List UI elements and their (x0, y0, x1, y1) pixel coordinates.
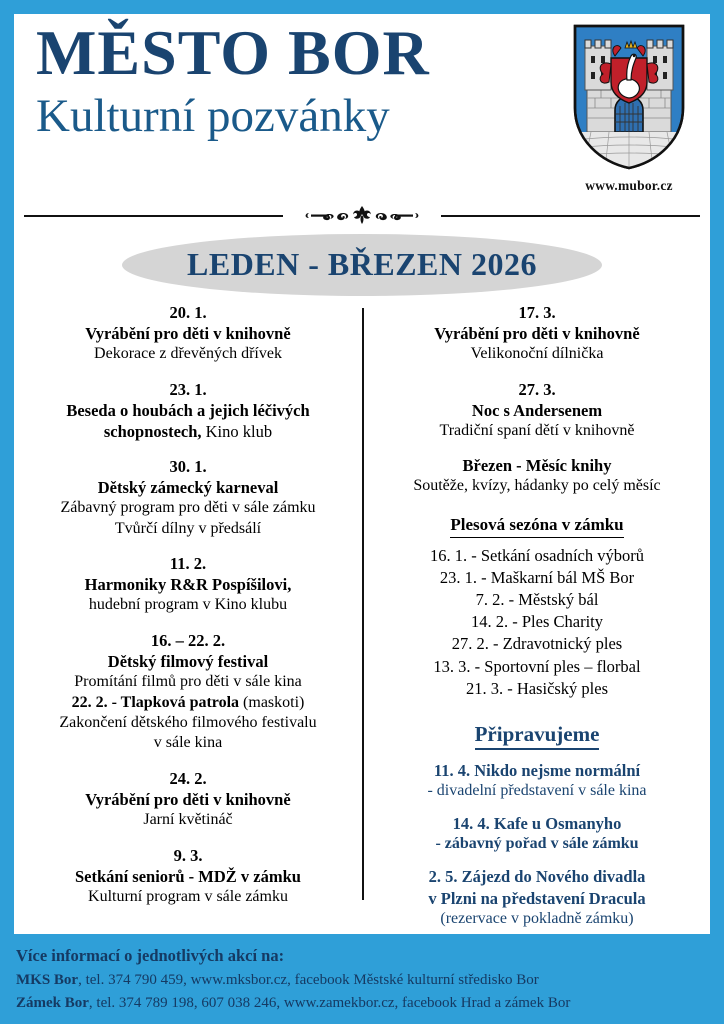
upcoming-item[interactable] (368, 866, 706, 930)
events-columns (14, 302, 710, 928)
website-label: www.mubor.cz (585, 178, 673, 193)
event-subevent (18, 693, 358, 713)
event-name: Dětský filmový festival (107, 651, 269, 671)
event-desc: Dekorace z dřevěných dřívek (94, 345, 282, 363)
event-desc: Promítání filmů pro děti v sále kina (74, 673, 302, 691)
event-desc: Kulturní program v sále zámku (88, 887, 288, 905)
event-name-bold: schopnostech, (103, 421, 202, 441)
page-subtitle: Kulturní pozvánky (36, 90, 390, 143)
list-item[interactable]: 16. 1. - Setkání osadních výborů (429, 545, 644, 565)
season-title: LEDEN - BŘEZEN 2026 (187, 246, 537, 282)
upcoming-subtitle: - zábavný pořad v sále zámku (435, 835, 639, 853)
footer-contact-details: , tel. 374 789 198, 607 038 246, www.zamekbor.cz, facebook Hrad a zámek Bor (88, 994, 571, 1011)
event-desc: Velikonoční dílnička (470, 345, 604, 363)
footer-contact-details: , tel. 374 790 459, www.mksbor.cz, facebook Městské kulturní středisko Bor (78, 971, 539, 988)
upcoming-item[interactable] (368, 813, 706, 855)
poster-header (14, 14, 710, 204)
event-item[interactable] (368, 379, 706, 442)
event-desc: Zábavný program pro děti v sále zámku (60, 499, 316, 517)
event-name: Beseda o houbách a jejich léčivých (66, 400, 310, 420)
list-item[interactable]: 21. 3. - Hasičský ples (465, 678, 609, 698)
event-item[interactable] (368, 455, 706, 497)
ball-season-heading: Plesová sezóna v zámku (450, 515, 623, 538)
column-divider (362, 308, 364, 900)
event-date: 20. 1. (169, 303, 207, 322)
footer-org-name: MKS Bor (16, 971, 79, 988)
event-name: Březen - Měsíc knihy (462, 456, 612, 476)
upcoming-title: 2. 5. Zájezd do Nového divadla (428, 867, 646, 887)
event-date: 16. – 22. 2. (150, 630, 226, 650)
poster-footer (0, 934, 724, 1024)
event-name-line2 (18, 421, 358, 442)
event-desc: Jarní květináč (143, 811, 233, 829)
event-item[interactable] (18, 302, 358, 365)
event-item[interactable] (18, 553, 358, 616)
crest-block (566, 22, 692, 194)
ball-season-list (368, 545, 706, 700)
event-date: 30. 1. (169, 457, 207, 477)
event-desc: Zakončení dětského filmového festivalu (59, 714, 317, 732)
event-item[interactable] (368, 302, 706, 365)
event-name: Noc s Andersenem (471, 400, 603, 420)
list-item[interactable]: 13. 3. - Sportovní ples – florbal (433, 656, 641, 676)
event-date: 24. 2. (169, 768, 207, 788)
event-name: Vyrábění pro děti v knihovně (85, 324, 291, 344)
event-desc: Tradiční spaní dětí v knihovně (439, 421, 635, 439)
upcoming-title-line2: v Plzni na představení Dracula (428, 888, 646, 908)
event-name: Harmoniky R&R Pospíšilovi, (84, 575, 292, 595)
season-banner (14, 232, 710, 300)
left-events-column (18, 302, 358, 907)
poster-card (14, 14, 710, 934)
event-item[interactable] (18, 456, 358, 539)
event-date: 17. 3. (518, 303, 556, 322)
title-block (36, 18, 576, 145)
event-venue: Kino klub (201, 421, 273, 441)
flourish-ornament-icon (283, 204, 441, 233)
page-title: MĚSTO BOR (36, 17, 430, 88)
upcoming-subtitle: - divadelní představení v sále kina (427, 782, 647, 800)
event-date: 9. 3. (173, 845, 203, 865)
upcoming-heading: Připravujeme (475, 722, 600, 750)
list-item[interactable]: 27. 2. - Zdravotnický ples (451, 634, 623, 654)
upcoming-title: 11. 4. Nikdo nejsme normální (433, 760, 641, 780)
event-desc: hudební program v Kino klubu (88, 596, 288, 614)
upcoming-section (368, 722, 706, 930)
bor-coat-of-arms-icon (566, 22, 692, 172)
footer-heading: Více informací o jednotlivých akcí na: (16, 946, 285, 965)
event-desc: v sále kina (153, 734, 223, 752)
upcoming-subtitle: (rezervace v pokladně zámku) (440, 910, 634, 928)
footer-org-name: Zámek Bor (16, 994, 89, 1011)
upcoming-title: 14. 4. Kafe u Osmanyho (452, 813, 622, 833)
event-name: Dětský zámecký karneval (97, 478, 279, 498)
event-item[interactable] (18, 768, 358, 831)
list-item[interactable]: 14. 2. - Ples Charity (471, 612, 603, 632)
footer-contact-mks (16, 969, 710, 992)
event-item[interactable] (18, 379, 358, 442)
event-item[interactable] (18, 845, 358, 908)
event-subevent-note: (maskoti) (239, 693, 305, 711)
event-date: 11. 2. (169, 554, 207, 574)
list-item[interactable]: 23. 1. - Maškarní bál MŠ Bor (439, 568, 635, 588)
footer-contact-zamek (16, 992, 710, 1015)
event-desc: Soutěže, kvízy, hádanky po celý měsíc (413, 477, 661, 495)
event-date: 23. 1. (169, 379, 207, 399)
upcoming-item[interactable] (368, 760, 706, 802)
ball-season-section (368, 515, 706, 700)
ornamental-divider (24, 204, 700, 226)
event-name: Setkání seniorů - MDŽ v zámku (75, 866, 301, 886)
event-name: Vyrábění pro děti v knihovně (434, 324, 640, 344)
event-subevent-title: 22. 2. - Tlapková patrola (71, 693, 240, 711)
event-desc: Tvůrčí dílny v předsálí (114, 519, 262, 537)
right-events-column (368, 302, 706, 930)
event-item[interactable] (18, 630, 358, 754)
event-name: Vyrábění pro děti v knihovně (85, 790, 291, 810)
event-date: 27. 3. (518, 379, 556, 399)
list-item[interactable]: 7. 2. - Městský bál (475, 590, 599, 610)
